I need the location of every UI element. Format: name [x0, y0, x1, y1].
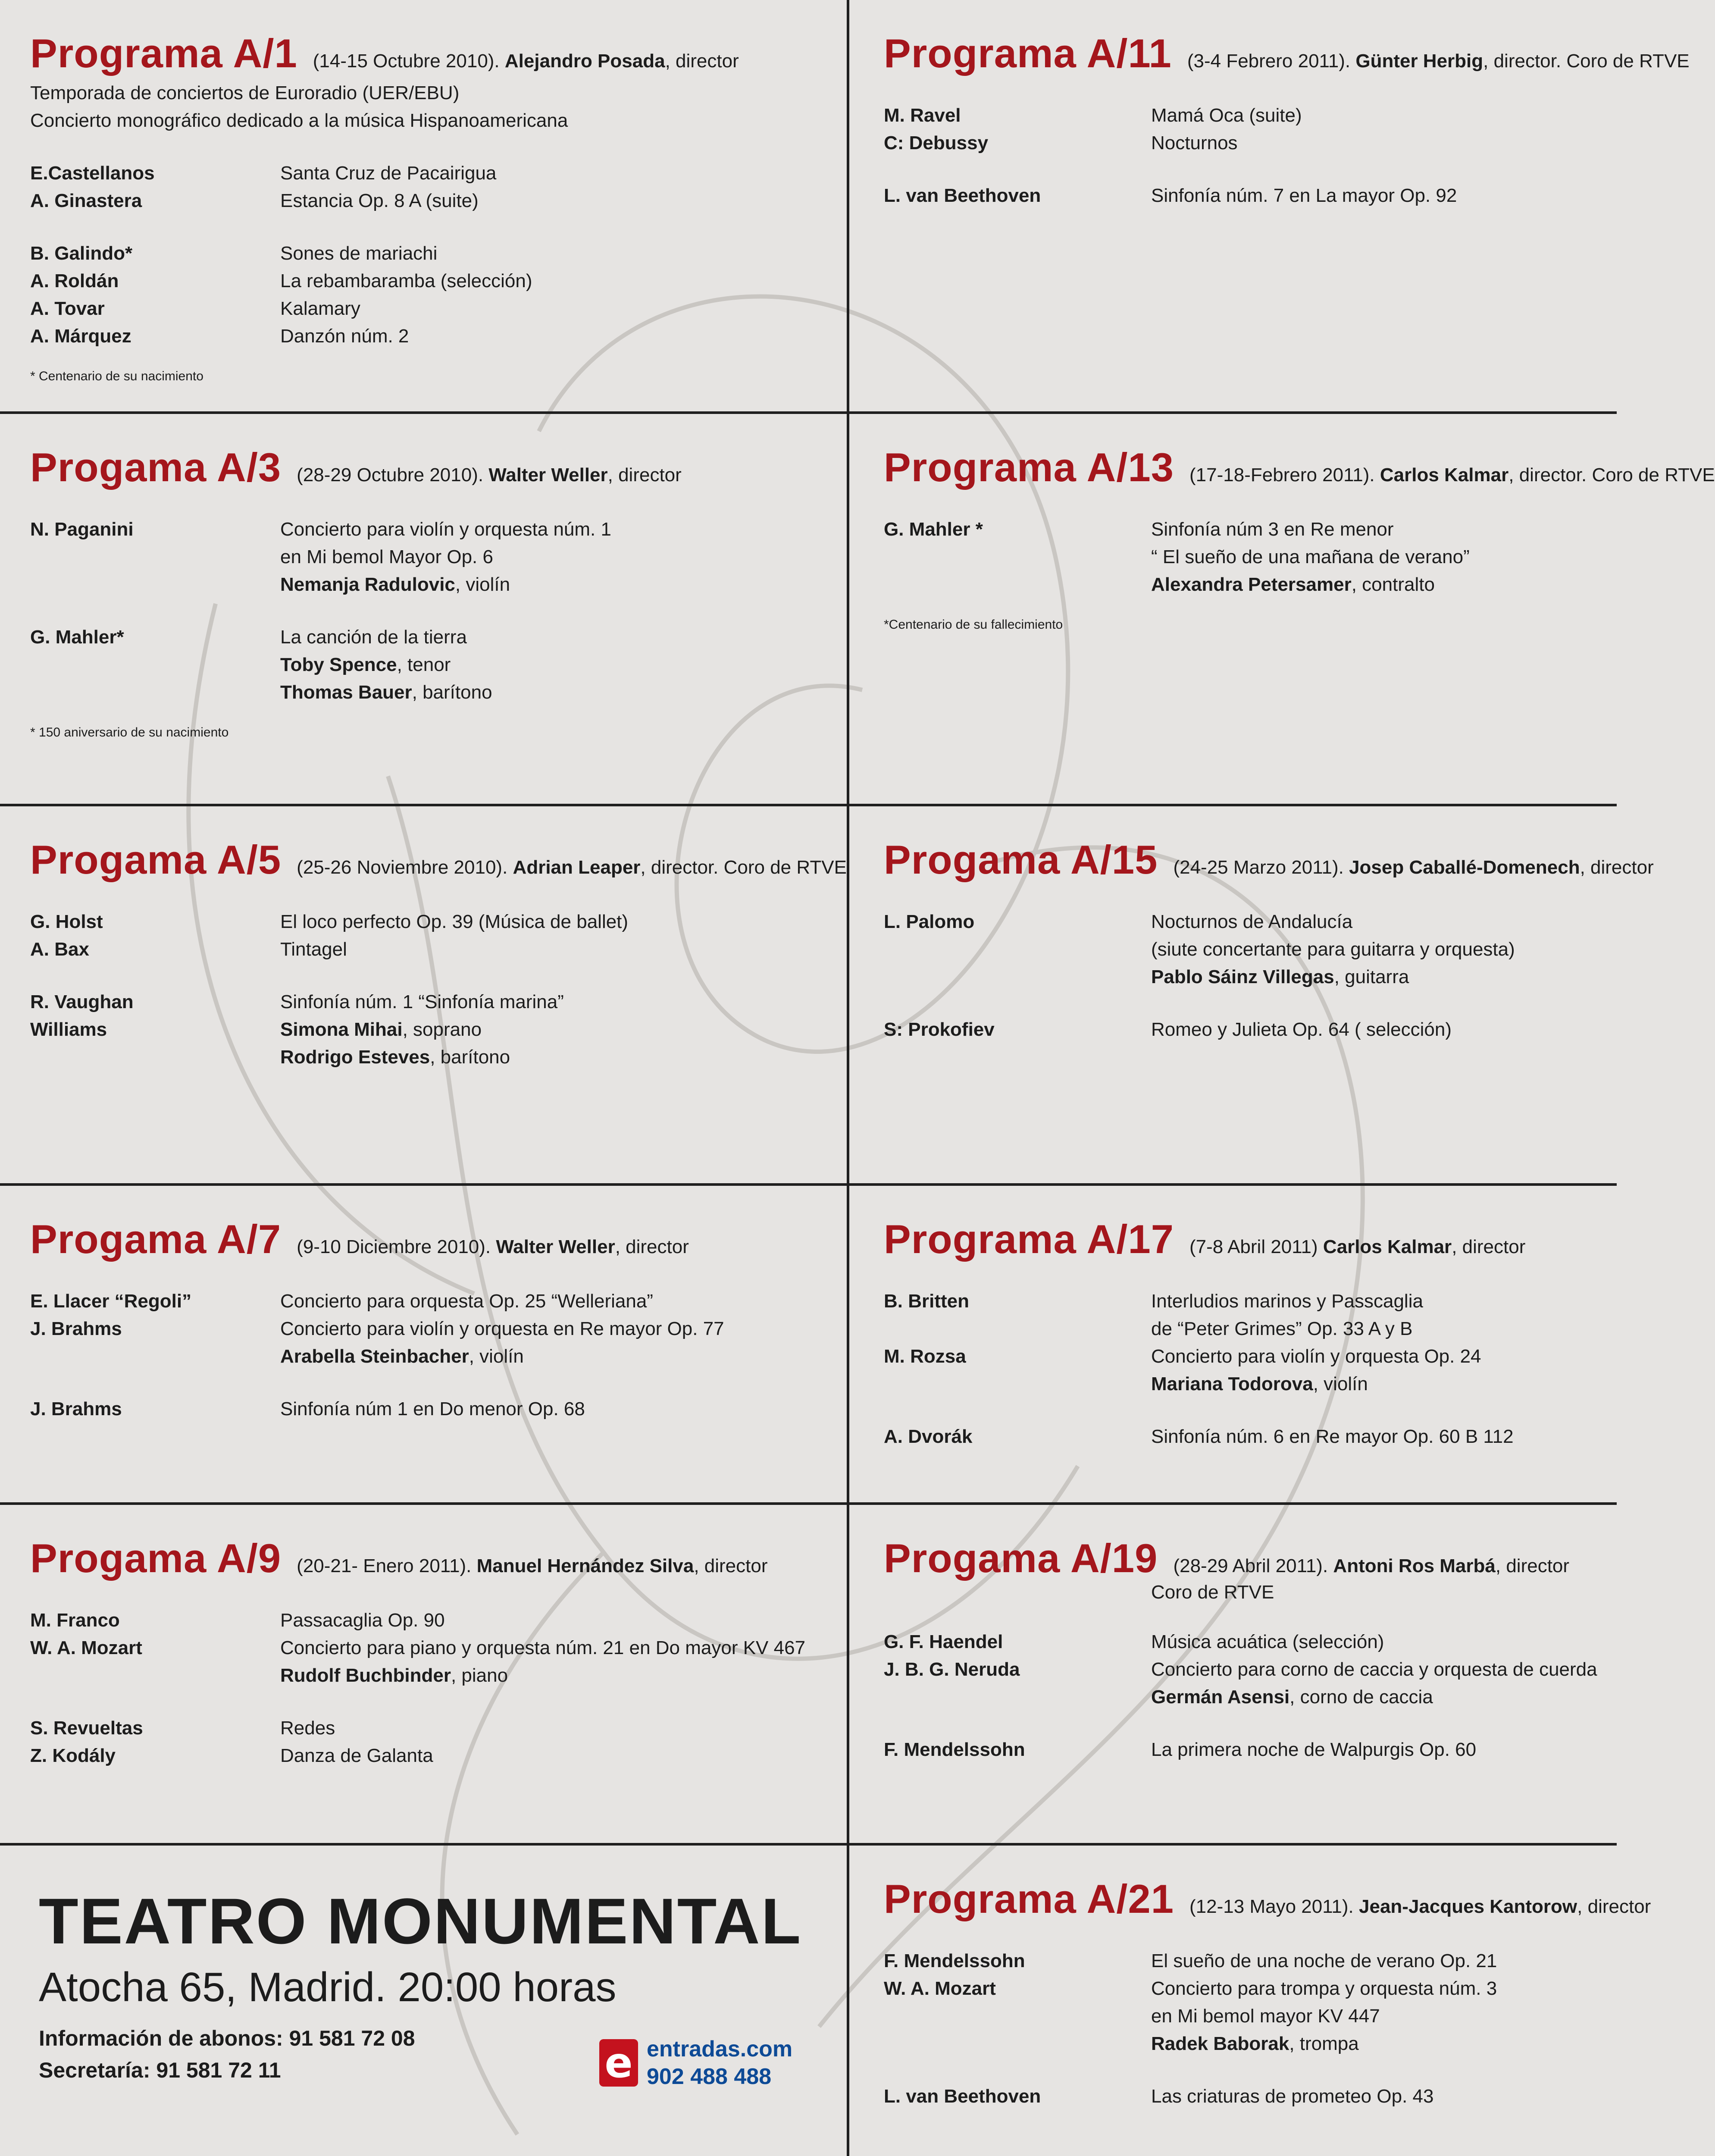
conductor-name: Josep Caballé-Domenech — [1349, 857, 1580, 878]
soloist-name: Thomas Bauer — [280, 682, 412, 703]
composer-name: B. Britten — [884, 1291, 969, 1312]
program-dates: (12-13 Mayo 2011). — [1189, 1896, 1354, 1917]
program-dates: (3-4 Febrero 2011). — [1187, 50, 1351, 72]
program-header — [884, 1535, 1599, 1582]
program-a19 — [849, 1505, 1617, 1846]
conductor-name: Walter Weller — [496, 1236, 615, 1257]
repertoire-block — [884, 1016, 1599, 1044]
program-title: Programa A/21 — [884, 1876, 1174, 1921]
repertoire-block — [884, 2083, 1599, 2110]
composer-name: L. van Beethoven — [884, 185, 1041, 206]
soloist-role: , violín — [469, 1346, 524, 1367]
repertoire-block — [884, 516, 1599, 599]
soloist-role: , barítono — [412, 682, 492, 703]
program-title: Progama A/5 — [30, 837, 282, 882]
program-a13 — [849, 414, 1715, 806]
composer-name: J. B. G. Neruda — [884, 1659, 1020, 1680]
soloist — [1151, 963, 1599, 991]
program-meta — [297, 1236, 689, 1258]
soloist — [280, 571, 829, 599]
repertoire-block — [30, 160, 829, 215]
repertoire-block — [30, 624, 829, 706]
work-title: Santa Cruz de Pacairigua — [280, 163, 497, 184]
conductor-role: , director — [615, 1236, 689, 1257]
soloist — [280, 651, 829, 679]
work-title: Concierto para orquesta Op. 25 “Welleriana” — [280, 1291, 653, 1312]
program-dates: (17-18-Febrero 2011). — [1189, 464, 1375, 486]
soloist-name: Arabella Steinbacher — [280, 1346, 469, 1367]
composer-name: F. Mendelssohn — [884, 1739, 1025, 1760]
program-a15 — [849, 806, 1654, 1186]
entradas-logo-icon: e — [599, 2039, 638, 2087]
soloist — [1151, 571, 1599, 599]
work-title: Romeo y Julieta Op. 64 ( selección) — [1151, 1019, 1452, 1040]
program-subline: Coro de RTVE — [1151, 1582, 1274, 1603]
soloist-role: , violín — [455, 574, 510, 595]
conductor-name: Carlos Kalmar — [1323, 1236, 1452, 1257]
work-title: Kalamary — [280, 298, 360, 319]
composer-name: Williams — [30, 1019, 107, 1040]
work-title: Concierto para violín y orquesta núm. 1 — [280, 519, 611, 540]
work-title: Las criaturas de prometeo Op. 43 — [1151, 2086, 1434, 2107]
program-title: Programa A/1 — [30, 31, 297, 76]
repertoire-block — [884, 1423, 1599, 1451]
conductor-name: Manuel Hernández Silva — [476, 1555, 694, 1576]
work-title: Nocturnos de Andalucía — [1151, 911, 1353, 932]
program-meta — [297, 857, 847, 878]
composer-name: C: Debussy — [884, 132, 989, 154]
program-intro — [30, 79, 829, 135]
conductor-name: Alejandro Posada — [504, 50, 665, 72]
work-title: Danza de Galanta — [280, 1745, 433, 1766]
program-title: Programa A/13 — [884, 445, 1174, 490]
soloist — [280, 1016, 829, 1044]
program-title: Progama A/19 — [884, 1536, 1158, 1581]
composer-name: M. Ravel — [884, 105, 961, 126]
work-title: Nocturnos — [1151, 132, 1238, 154]
conductor-role: , director — [1452, 1236, 1526, 1257]
composer-name: W. A. Mozart — [884, 1978, 996, 1999]
program-header — [30, 1535, 829, 1582]
work-title: Sinfonía núm 3 en Re menor — [1151, 519, 1394, 540]
program-header — [884, 444, 1715, 491]
conductor-role: , director — [607, 464, 682, 486]
work-title: Sinfonía núm. 7 en La mayor Op. 92 — [1151, 185, 1457, 206]
program-header — [30, 444, 829, 491]
program-meta — [297, 1555, 767, 1577]
conductor-name: Walter Weller — [488, 464, 608, 486]
soloist-name: Radek Baborak — [1151, 2033, 1289, 2054]
program-dates: (14-15 Octubre 2010). — [313, 50, 500, 72]
soloist-role: , piano — [451, 1665, 508, 1686]
program-header — [884, 30, 1690, 77]
program-dates: (7-8 Abril 2011) — [1189, 1236, 1318, 1257]
composer-name: G. Mahler * — [884, 519, 983, 540]
composer-name: J. Brahms — [30, 1398, 122, 1420]
soloist-name: Simona Mihai — [280, 1019, 403, 1040]
composer-name: E. Llacer “Regoli” — [30, 1291, 192, 1312]
composer-name: S. Revueltas — [30, 1717, 143, 1739]
composer-name: L. Palomo — [884, 911, 975, 932]
program-header — [30, 30, 829, 77]
soloist-role: , corno de caccia — [1289, 1686, 1433, 1708]
soloist-role: , guitarra — [1334, 966, 1409, 987]
footnote: * 150 aniversario de su nacimiento — [30, 725, 229, 740]
program-a3 — [0, 414, 849, 806]
soloist-name: Alexandra Petersamer — [1151, 574, 1352, 595]
work-title: Concierto para corno de caccia y orquesta de cuerda — [1151, 1659, 1597, 1680]
repertoire-block — [884, 1736, 1599, 1764]
work-title: Sones de mariachi — [280, 243, 438, 264]
program-meta — [1189, 1236, 1525, 1258]
work-title: El loco perfecto Op. 39 (Música de ballet) — [280, 911, 629, 932]
conductor-role: , director. Coro de RTVE — [1508, 464, 1715, 486]
footnote: * Centenario de su nacimiento — [30, 369, 203, 383]
program-title: Programa A/17 — [884, 1216, 1174, 1262]
work-title: La primera noche de Walpurgis Op. 60 — [1151, 1739, 1477, 1760]
soloist-name: Rudolf Buchbinder — [280, 1665, 451, 1686]
composer-name: M. Franco — [30, 1610, 120, 1631]
soloist-role: , violín — [1313, 1373, 1368, 1395]
repertoire-block — [884, 1628, 1599, 1711]
composer-name: S: Prokofiev — [884, 1019, 995, 1040]
conductor-role: , director — [1577, 1896, 1651, 1917]
soloist — [280, 679, 829, 706]
subscription-label: Información de abonos: — [39, 2026, 289, 2050]
program-dates: (9-10 Diciembre 2010). — [297, 1236, 491, 1257]
soloist-name: Pablo Sáinz Villegas — [1151, 966, 1334, 987]
work-title: Tintagel — [280, 939, 347, 960]
composer-name: G. F. Haendel — [884, 1631, 1003, 1652]
program-title: Programa A/11 — [884, 31, 1172, 76]
conductor-role: , director — [1580, 857, 1654, 878]
work-title: “ El sueño de una mañana de verano” — [1151, 546, 1470, 567]
composer-name: A. Bax — [30, 939, 89, 960]
program-header — [884, 1876, 1651, 1922]
repertoire-block — [30, 1288, 829, 1370]
composer-name: G. Mahler* — [30, 627, 124, 648]
repertoire-block — [30, 1395, 829, 1423]
composer-name: F. Mendelssohn — [884, 1950, 1025, 1971]
venue-address: Atocha 65, Madrid. 20:00 horas — [39, 1964, 617, 2010]
program-meta — [297, 464, 682, 486]
work-title: Mamá Oca (suite) — [1151, 105, 1302, 126]
program-dates: (24-25 Marzo 2011). — [1173, 857, 1344, 878]
repertoire-block — [884, 1947, 1599, 2058]
repertoire-block — [30, 1607, 829, 1689]
composer-name: G. Holst — [30, 911, 103, 932]
work-title: Estancia Op. 8 A (suite) — [280, 190, 479, 211]
composer-name: L. van Beethoven — [884, 2086, 1041, 2107]
program-a11 — [849, 0, 1690, 414]
soloist-name: Mariana Todorova — [1151, 1373, 1313, 1395]
program-meta — [313, 50, 739, 72]
work-title: en Mi bemol Mayor Op. 6 — [280, 546, 493, 567]
soloist — [1151, 1683, 1599, 1711]
composer-name: E.Castellanos — [30, 163, 155, 184]
work-title: Sinfonía núm. 1 “Sinfonía marina” — [280, 991, 564, 1012]
soloist-role: , contralto — [1351, 574, 1435, 595]
ticket-site-link[interactable]: entradas.com — [647, 2037, 793, 2062]
program-meta — [1189, 1896, 1651, 1918]
program-title: Progama A/3 — [30, 445, 282, 490]
work-title: La rebambaramba (selección) — [280, 270, 532, 291]
subscription-phone[interactable]: 91 581 72 08 — [289, 2026, 415, 2050]
soloist — [1151, 2030, 1599, 2058]
program-meta — [1187, 50, 1690, 72]
composer-name: A. Ginastera — [30, 190, 142, 211]
work-title: Concierto para violín y orquesta Op. 24 — [1151, 1346, 1481, 1367]
secretary-phone[interactable]: 91 581 72 11 — [156, 2058, 281, 2082]
work-title: en Mi bemol mayor KV 447 — [1151, 2006, 1380, 2027]
work-title: Sinfonía núm. 6 en Re mayor Op. 60 B 112 — [1151, 1426, 1514, 1447]
program-a9 — [0, 1505, 849, 1846]
conductor-name: Carlos Kalmar — [1380, 464, 1509, 486]
composer-name: W. A. Mozart — [30, 1637, 142, 1658]
intro-line: Temporada de conciertos de Euroradio (UER/EBU) — [30, 82, 460, 103]
conductor-name: Jean-Jacques Kantorow — [1359, 1896, 1577, 1917]
work-title: Danzón núm. 2 — [280, 326, 409, 347]
soloist — [280, 1343, 829, 1370]
composer-spacer — [884, 1315, 1142, 1343]
program-dates: (28-29 Abril 2011). — [1173, 1555, 1328, 1576]
work-title: Concierto para violín y orquesta en Re mayor Op. 77 — [280, 1318, 724, 1339]
composer-name: N. Paganini — [30, 519, 134, 540]
repertoire-block — [884, 908, 1599, 991]
program-header — [884, 837, 1654, 883]
soloist-name: Germán Asensi — [1151, 1686, 1290, 1708]
work-title: Interludios marinos y Passcaglia — [1151, 1291, 1423, 1312]
repertoire-block — [30, 516, 829, 599]
composer-name: A. Márquez — [30, 326, 131, 347]
program-dates: (28-29 Octubre 2010). — [297, 464, 484, 486]
composer-name: A. Dvorák — [884, 1426, 973, 1447]
soloist-role: , barítono — [430, 1047, 510, 1068]
work-title: La canción de la tierra — [280, 627, 467, 648]
work-title: Música acuática (selección) — [1151, 1631, 1384, 1652]
soloist — [280, 1044, 829, 1071]
program-a17 — [849, 1186, 1617, 1505]
program-title: Progama A/15 — [884, 837, 1158, 882]
footnote: *Centenario de su fallecimiento — [884, 617, 1063, 632]
program-a7 — [0, 1186, 849, 1505]
repertoire-block — [30, 988, 829, 1071]
program-a5 — [0, 806, 849, 1186]
work-title: (siute concertante para guitarra y orquesta) — [1151, 939, 1515, 960]
program-header — [30, 837, 847, 883]
program-header — [884, 1216, 1599, 1263]
ticket-vendor[interactable] — [599, 2035, 792, 2090]
program-dates: (25-26 Noviembre 2010). — [297, 857, 508, 878]
work-title: Sinfonía núm 1 en Do menor Op. 68 — [280, 1398, 585, 1420]
program-title: Progama A/9 — [30, 1536, 282, 1581]
program-meta — [1173, 857, 1653, 878]
venue-info — [0, 1846, 849, 2156]
soloist-role: , soprano — [402, 1019, 482, 1040]
composer-name: M. Rozsa — [884, 1346, 966, 1367]
composer-name: R. Vaughan — [30, 991, 134, 1012]
repertoire-block — [884, 182, 1599, 210]
repertoire-block — [30, 240, 829, 350]
conductor-name: Günter Herbig — [1355, 50, 1483, 72]
work-title: de “Peter Grimes” Op. 33 A y B — [1151, 1318, 1413, 1339]
soloist-name: Nemanja Radulovic — [280, 574, 455, 595]
program-meta — [1189, 464, 1715, 486]
conductor-role: , director. Coro de RTVE — [1483, 50, 1690, 72]
work-title: Concierto para trompa y orquesta núm. 3 — [1151, 1978, 1497, 1999]
intro-line: Concierto monográfico dedicado a la música Hispanoamericana — [30, 110, 568, 131]
soloist-name: Toby Spence — [280, 654, 397, 675]
work-title: Redes — [280, 1717, 335, 1739]
work-title: Concierto para piano y orquesta núm. 21 en Do mayor KV 467 — [280, 1637, 806, 1658]
conductor-role: , director — [694, 1555, 768, 1576]
venue-name: TEATRO MONUMENTAL — [39, 1885, 802, 1957]
program-title: Progama A/7 — [30, 1216, 282, 1262]
soloist-role: , trompa — [1289, 2033, 1359, 2054]
soloist-name: Rodrigo Esteves — [280, 1047, 430, 1068]
conductor-role: , director. Coro de RTVE — [640, 857, 847, 878]
program-meta — [1173, 1555, 1569, 1577]
ticket-phone[interactable]: 902 488 488 — [647, 2064, 772, 2089]
composer-name: B. Galindo* — [30, 243, 133, 264]
soloist-role: , tenor — [397, 654, 451, 675]
work-title: Passacaglia Op. 90 — [280, 1610, 445, 1631]
work-title: El sueño de una noche de verano Op. 21 — [1151, 1950, 1497, 1971]
repertoire-block — [30, 908, 829, 963]
composer-name: A. Tovar — [30, 298, 105, 319]
repertoire-block — [884, 102, 1599, 157]
secretary-label: Secretaría: — [39, 2058, 156, 2082]
repertoire-block — [884, 1288, 1599, 1398]
conductor-role: , director — [665, 50, 739, 72]
program-dates: (20-21- Enero 2011). — [297, 1555, 472, 1576]
repertoire-block — [30, 1714, 829, 1770]
soloist — [1151, 1370, 1599, 1398]
program-header — [30, 1216, 829, 1263]
conductor-role: , director — [1495, 1555, 1570, 1576]
program-a1 — [0, 0, 849, 414]
conductor-name: Antoni Ros Marbá — [1333, 1555, 1496, 1576]
composer-name: A. Roldán — [30, 270, 119, 291]
program-a21 — [849, 1846, 1651, 2156]
composer-name: J. Brahms — [30, 1318, 122, 1339]
conductor-name: Adrian Leaper — [513, 857, 641, 878]
composer-name: Z. Kodály — [30, 1745, 116, 1766]
soloist — [280, 1662, 829, 1689]
